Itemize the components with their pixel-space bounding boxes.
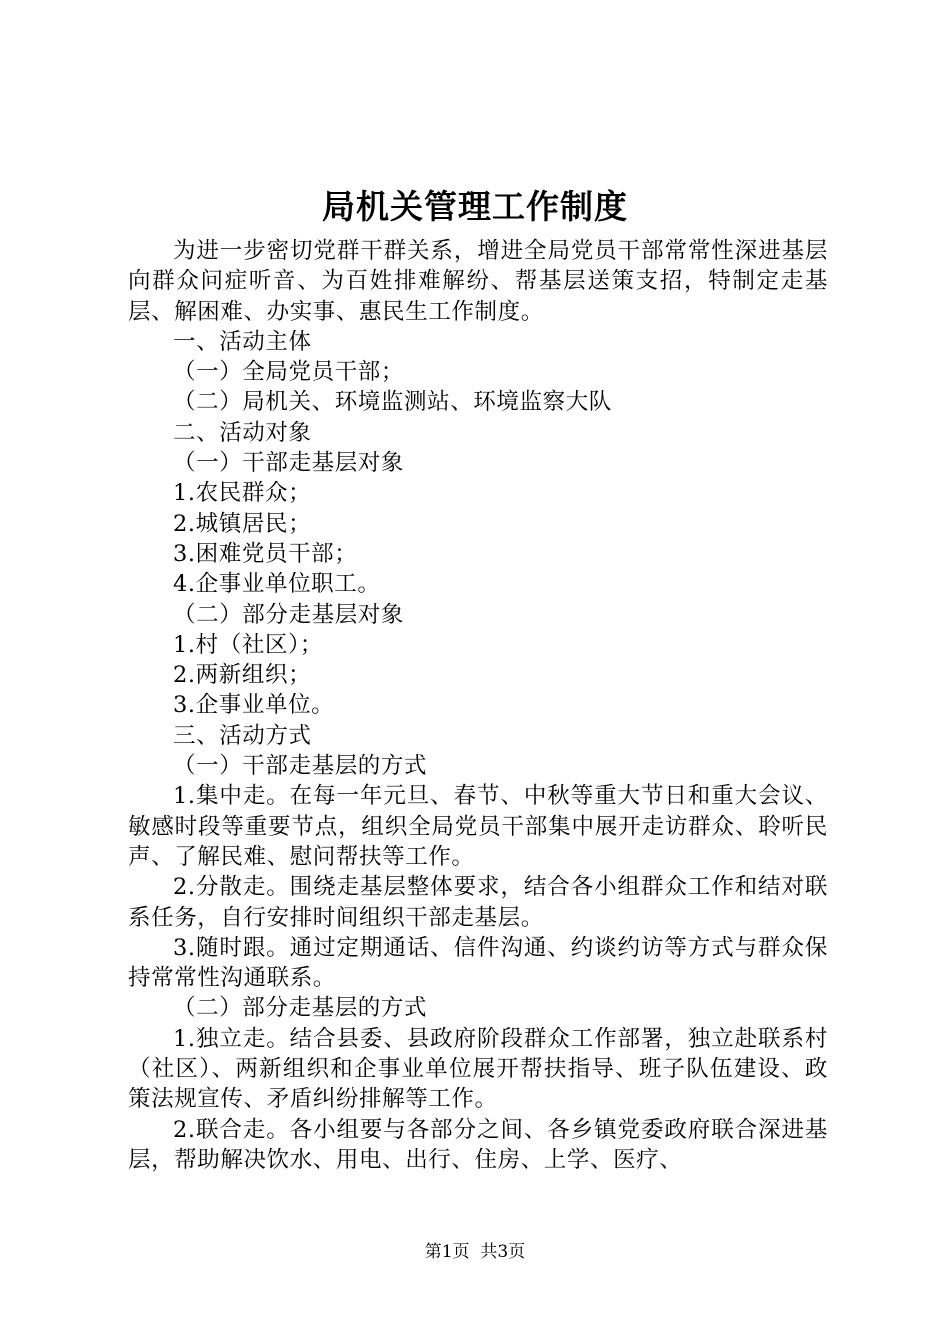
list-item: 3.随时跟。通过定期通话、信件沟通、约谈约访等方式与群众保持常常性沟通联系。 <box>128 934 828 992</box>
list-item: 2.两新组织； <box>173 662 312 689</box>
list-item: （一）全局党员干部； <box>173 359 405 386</box>
heading-activity-subject: 一、活动主体 <box>173 328 312 355</box>
list-item: 2.联合走。各小组要与各部分之间、各乡镇党委政府联合深进基层，帮助解决饮水、用电、出行、住房、上学、医疗、 <box>128 1116 828 1173</box>
list-item: 2.城镇居民； <box>173 510 312 537</box>
list-item: 3.困难党员干部； <box>173 540 358 567</box>
list-item: 3.企事业单位。 <box>173 692 335 719</box>
document-body <box>128 236 828 1175</box>
list-item: 1.集中走。在每一年元旦、春节、中秋等重大节日和重大会议、敏感时段等重要节点，组织全局党员干部集中展开走访群众、聆听民声、了解民难、慰问帮扶等工作。 <box>128 783 828 870</box>
subheading: （二）部分走基层的方式 <box>173 995 428 1022</box>
list-item: 4.企事业单位职工。 <box>173 571 381 598</box>
document-title: 局机关管理工作制度 <box>322 187 628 226</box>
list-item: 1.村（社区）； <box>173 631 324 658</box>
list-item: 2.分散走。围绕走基层整体要求，结合各小组群众工作和结对联系任务，自行安排时间组织干部走基层。 <box>128 874 828 931</box>
list-item: 1.独立走。结合县委、县政府阶段群众工作部署，独立赴联系村（社区）、两新组织和企事业单位展开帮扶指导、班子队伍建设、政策法规宣传、矛盾纠纷排解等工作。 <box>128 1025 828 1113</box>
subheading: （一）干部走基层对象 <box>173 450 405 477</box>
list-item: （二）局机关、环境监测站、环境监察大队 <box>173 389 612 416</box>
heading-activity-method: 三、活动方式 <box>173 722 312 749</box>
heading-activity-target: 二、活动对象 <box>173 419 312 446</box>
subheading: （二）部分走基层对象 <box>173 601 405 628</box>
list-item: 1.农民群众； <box>173 480 312 507</box>
subheading: （一）干部走基层的方式 <box>173 753 428 780</box>
page-number: 第1页 共3页 <box>424 1242 526 1262</box>
page-footer <box>0 1240 950 1264</box>
paragraph-intro: 为进一步密切党群干群关系，增进全局党员干部常常性深进基层向群众问症听音、为百姓排难解纷、帮基层送策支招，特制定走基层、解困难、办实事、惠民生工作制度。 <box>128 238 828 325</box>
